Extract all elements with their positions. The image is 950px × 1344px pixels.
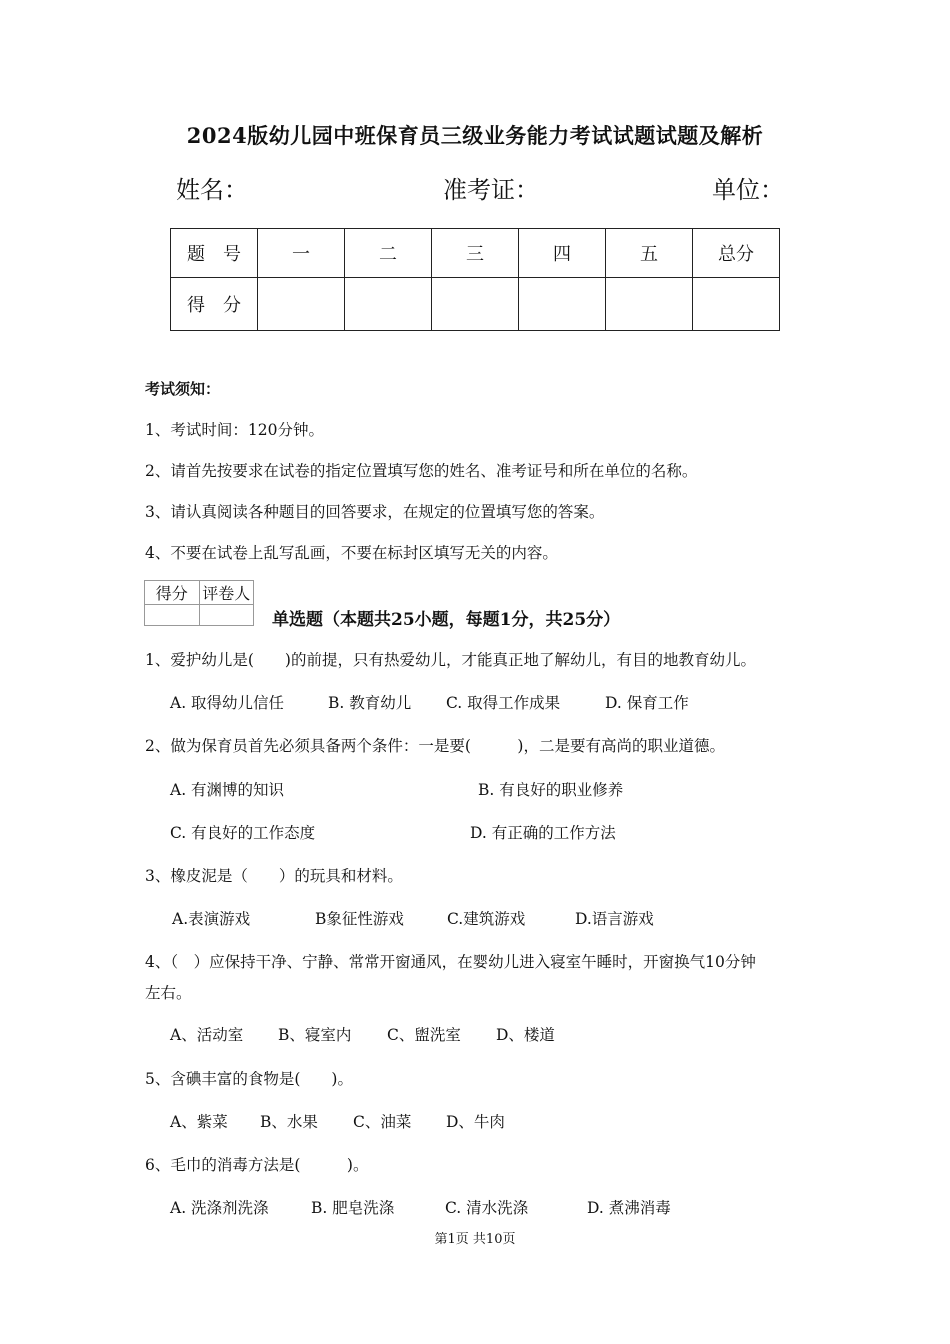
answer-option: B象征性游戏	[315, 910, 404, 928]
answer-option: A、紫菜	[170, 1113, 228, 1131]
score-header-cell: 一	[258, 229, 345, 278]
exam-id-field-label: 准考证：	[443, 176, 539, 204]
notice-item: 3、请认真阅读各种题目的回答要求，在规定的位置填写您的答案。	[145, 503, 605, 521]
answer-option: C、盥洗室	[387, 1026, 461, 1044]
score-cell[interactable]	[258, 278, 345, 331]
grader-reviewer-label: 评卷人	[199, 581, 254, 605]
answer-option: D、楼道	[496, 1026, 555, 1044]
score-cell[interactable]	[519, 278, 606, 331]
answer-option: C、油菜	[353, 1113, 412, 1131]
score-cell[interactable]	[345, 278, 432, 331]
score-header-cell: 三	[432, 229, 519, 278]
question-text: 2、做为保育员首先必须具备两个条件：一是要( )，二是要有高尚的职业道德。	[145, 737, 725, 755]
unit-field-label: 单位：	[712, 176, 784, 204]
answer-option: C. 有良好的工作态度	[170, 824, 316, 842]
score-header-cell: 四	[519, 229, 606, 278]
score-row-label: 得 分	[171, 278, 258, 331]
answer-option: D. 煮沸消毒	[587, 1199, 671, 1217]
answer-option: A.表演游戏	[172, 910, 251, 928]
answer-option: C. 取得工作成果	[446, 694, 561, 712]
answer-option: D、牛肉	[446, 1113, 505, 1131]
answer-option: B. 有良好的职业修养	[478, 781, 624, 799]
score-header-cell: 二	[345, 229, 432, 278]
notice-item: 2、请首先按要求在试卷的指定位置填写您的姓名、准考证号和所在单位的名称。	[145, 462, 698, 480]
grader-reviewer-cell[interactable]	[199, 605, 254, 626]
answer-option: B. 肥皂洗涤	[311, 1199, 395, 1217]
answer-option: C. 清水洗涤	[445, 1199, 529, 1217]
question-text: 1、爱护幼儿是( )的前提，只有热爱幼儿，才能真正地了解幼儿，有目的地教育幼儿。	[145, 651, 756, 669]
score-cell[interactable]	[606, 278, 693, 331]
section-title: 单选题（本题共25小题，每题1分，共25分）	[272, 610, 621, 630]
score-table	[170, 228, 780, 331]
answer-option: A. 有渊博的知识	[170, 781, 285, 799]
score-table-score-row	[171, 278, 780, 331]
answer-option: D. 有正确的工作方法	[470, 824, 616, 842]
notice-item: 1、考试时间：120分钟。	[145, 421, 324, 439]
answer-option: C.建筑游戏	[447, 910, 526, 928]
notice-heading: 考试须知：	[145, 380, 221, 398]
grader-box	[144, 580, 254, 626]
answer-option: A. 取得幼儿信任	[170, 694, 285, 712]
score-header-cell: 五	[606, 229, 693, 278]
answer-option: B. 教育幼儿	[328, 694, 412, 712]
answer-option: B、寝室内	[278, 1026, 352, 1044]
document-title: 2024版幼儿园中班保育员三级业务能力考试试题试题及解析	[186, 123, 764, 148]
question-text: 6、毛巾的消毒方法是( )。	[145, 1156, 369, 1174]
grader-score-label: 得分	[145, 581, 200, 605]
name-field-label: 姓名：	[176, 176, 248, 204]
answer-option: A. 洗涤剂洗涤	[170, 1199, 269, 1217]
question-text: 4、（ ）应保持干净、宁静、常常开窗通风，在婴幼儿进入寝室午睡时，开窗换气10分钟	[145, 953, 756, 971]
grader-score-cell[interactable]	[145, 605, 200, 626]
notice-item: 4、不要在试卷上乱写乱画，不要在标封区填写无关的内容。	[145, 544, 558, 562]
question-text-continued: 左右。	[145, 984, 192, 1002]
answer-option: A、活动室	[170, 1026, 244, 1044]
answer-option: D.语言游戏	[575, 910, 654, 928]
question-text: 5、含碘丰富的食物是( )。	[145, 1070, 353, 1088]
score-table-header-row	[171, 229, 780, 278]
score-cell[interactable]	[432, 278, 519, 331]
score-header-cell: 总分	[693, 229, 780, 278]
score-header-cell: 题 号	[171, 229, 258, 278]
page-footer: 第1页 共10页	[434, 1232, 516, 1247]
answer-option: B、水果	[260, 1113, 318, 1131]
score-cell[interactable]	[693, 278, 780, 331]
question-text: 3、橡皮泥是（ ）的玩具和材料。	[145, 867, 403, 885]
answer-option: D. 保育工作	[605, 694, 689, 712]
